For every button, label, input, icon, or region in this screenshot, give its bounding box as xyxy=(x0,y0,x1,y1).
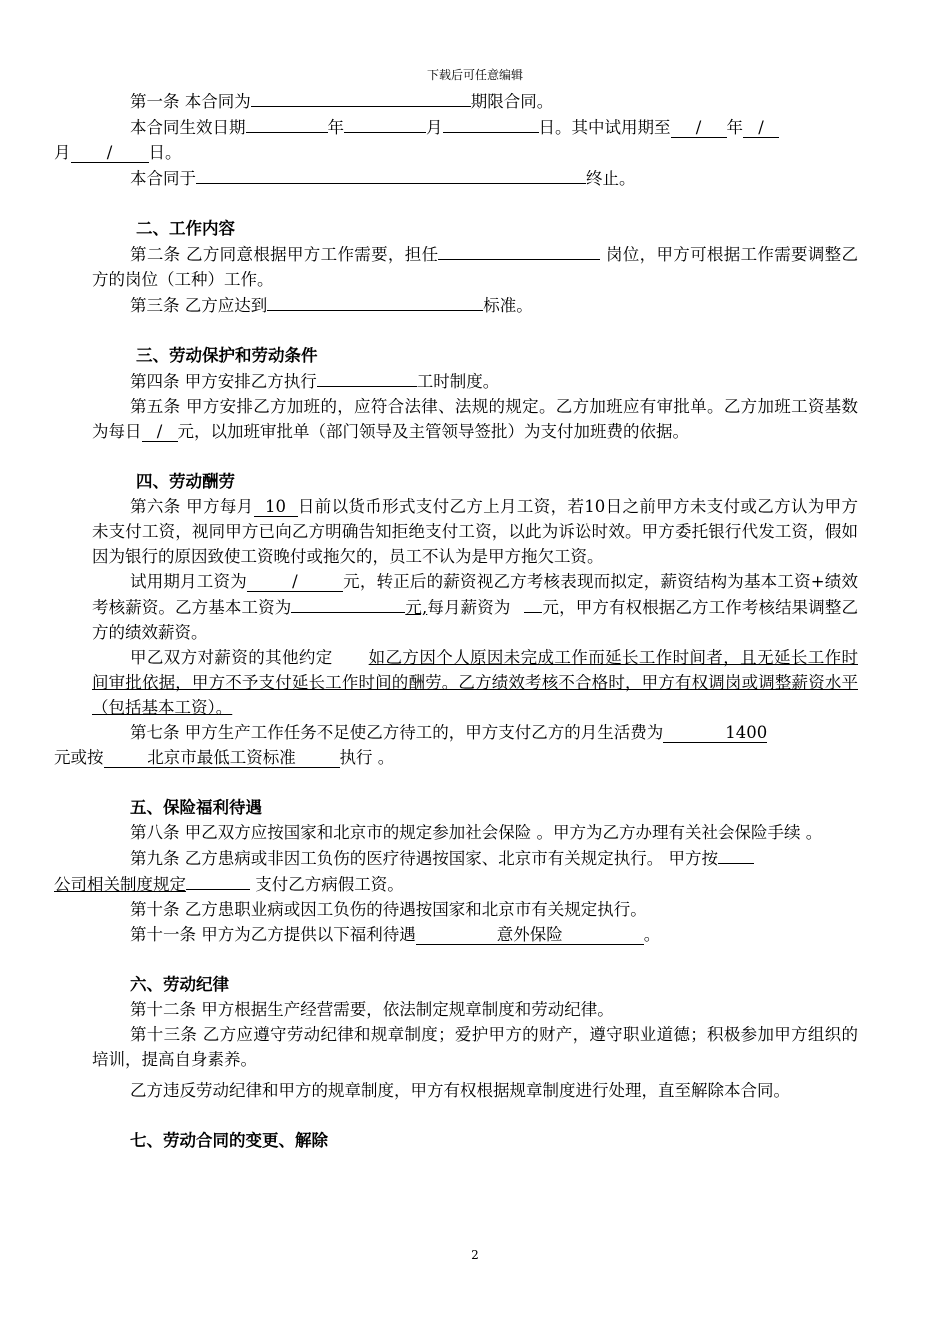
article-10: 第十条 乙方患职业病或因工负伤的待遇按国家和北京市有关规定执行。 xyxy=(130,900,647,919)
living-allowance-blank: 1400 xyxy=(663,724,767,743)
document-body xyxy=(54,88,859,1153)
page-header: 下载后可任意编辑 xyxy=(426,68,523,82)
section-2-heading: 二、工作内容 xyxy=(136,219,235,238)
sick-pay-rule: 公司相关制度规定 xyxy=(54,875,186,894)
section-5-heading: 五、保险福利待遇 xyxy=(130,798,262,817)
minimum-wage-blank: 北京市最低工资标准 xyxy=(104,749,340,768)
effective-date-label: 本合同生效日期 xyxy=(130,118,246,137)
other-terms-content: 如乙方因个人原因未完成工作而延长工作时间者，且无延长工作时间审批依据，甲方不予支付延长工作时间的酬劳。乙方绩效考核不合格时，甲方有权调岗或调整薪资水平（包括基本工资）。 xyxy=(92,648,859,717)
section-4-heading: 四、劳动酬劳 xyxy=(136,472,235,491)
section-6-heading: 六、劳动纪律 xyxy=(130,975,229,994)
sick-pay-blank-start xyxy=(718,845,754,864)
article-6-text: 第六条 甲方每月 xyxy=(130,497,254,516)
article-2-suffix: 岗位，甲方可根据工作需要调整乙方的岗位（工种）工作。 xyxy=(92,245,859,289)
probation-label: 日。其中试用期至 xyxy=(538,118,671,137)
article-4 xyxy=(92,368,858,394)
termination-line xyxy=(92,165,858,191)
violation-clause: 乙方违反劳动纪律和甲方的规章制度，甲方有权根据规章制度进行处理，直至解除本合同。 xyxy=(130,1081,790,1100)
article-5-suffix: 元，以加班审批单（部门领导及主管领导签批）为支付加班费的依据。 xyxy=(177,422,689,441)
article-13: 第十三条 乙方应遵守劳动纪律和规章制度；爱护甲方的财产，遵守职业道德；积极参加甲方组织的培训，提高自身素养。 xyxy=(92,1025,858,1069)
pay-day-blank: 10 xyxy=(254,498,298,517)
article-3-suffix: 标准。 xyxy=(483,296,533,315)
article-7-or: 元或按 xyxy=(54,748,104,767)
probation-month-blank: / xyxy=(743,119,779,138)
overtime-base-blank: / xyxy=(142,423,178,442)
working-hours-blank xyxy=(317,368,417,387)
article-11-suffix: 。 xyxy=(643,925,661,944)
article-3 xyxy=(92,292,858,318)
other-terms-label: 甲乙双方对薪资的其他约定 xyxy=(130,648,333,667)
monthly-salary-label: 每月薪资为 xyxy=(427,598,511,617)
section-3-heading: 三、劳动保护和劳动条件 xyxy=(136,346,318,365)
article-1-text: 第一条 本合同为 xyxy=(130,92,251,111)
article-9-text: 第九条 乙方患病或非因工负伤的医疗待遇按国家、北京市有关规定执行。 甲方按 xyxy=(130,849,718,868)
termination-label: 本合同于 xyxy=(130,169,196,188)
effective-date-line xyxy=(54,114,858,165)
other-salary-terms xyxy=(92,645,858,720)
article-7-suffix: 执行 。 xyxy=(339,748,395,767)
probation-year-label: 年 xyxy=(726,118,743,137)
article-8: 第八条 甲乙双方应按国家和北京市的规定参加社会保险 。甲方为乙方办理有关社会保险手续 。 xyxy=(130,823,823,842)
month-blank xyxy=(344,114,426,133)
monthly-salary-blank xyxy=(524,594,542,613)
article-4-text: 第四条 甲方安排乙方执行 xyxy=(130,372,317,391)
month-label: 月 xyxy=(426,118,443,137)
probation-day-label: 日。 xyxy=(148,143,182,162)
probation-day-blank: / xyxy=(71,144,149,163)
probation-salary-blank: / xyxy=(247,573,343,592)
termination-suffix: 终止。 xyxy=(586,169,636,188)
article-12: 第十二条 甲方根据生产经营需要，依法制定规章制度和劳动纪律。 xyxy=(130,1000,614,1019)
probation-year-blank: / xyxy=(671,119,727,138)
article-11-text: 第十一条 甲方为乙方提供以下福利待遇 xyxy=(130,925,416,944)
article-1-suffix: 期限合同。 xyxy=(470,92,554,111)
article-11 xyxy=(92,922,858,947)
base-salary-unit: 元, xyxy=(405,598,428,617)
article-9-suffix: 支付乙方病假工资。 xyxy=(250,875,404,894)
article-5-text: 第五条 甲方安排乙方加班的，应符合法律、法规的规定。乙方加班应有审批单。乙方加班工资基数为每日 xyxy=(92,397,858,441)
year-blank xyxy=(246,114,328,133)
probation-salary-text: 试用期月工资为 xyxy=(130,572,247,591)
article-6 xyxy=(92,494,858,569)
section-7-heading: 七、劳动合同的变更、解除 xyxy=(130,1131,328,1150)
standard-blank xyxy=(267,292,483,311)
article-2 xyxy=(92,241,858,292)
article-7-text: 第七条 甲方生产工作任务不足使乙方待工的，甲方支付乙方的月生活费为 xyxy=(130,723,664,742)
article-4-suffix: 工时制度。 xyxy=(416,372,500,391)
article-2-text: 第二条 乙方同意根据甲方工作需要，担任 xyxy=(130,245,439,264)
probation-salary-suffix: 元，甲方有权根据乙方工作考核结果调整乙方的绩效薪资。 xyxy=(92,598,859,642)
article-7 xyxy=(54,720,858,770)
article-6-suffix: 日前以货币形式支付乙方上月工资，若10日之前甲方未支付或乙方认为甲方未支付工资，视同甲方已向乙方明确告知拒绝支付工资，以此为诉讼时效。甲方委托银行代发工资，假如因为银行的原因致使工资晚付或拖欠的，员工不认为是甲方拖欠工资。 xyxy=(92,497,858,566)
year-label: 年 xyxy=(327,118,344,137)
position-blank xyxy=(438,241,600,260)
article-1 xyxy=(92,88,858,114)
contract-term-blank xyxy=(251,88,471,107)
sick-pay-blank-end xyxy=(186,871,250,890)
article-3-text: 第三条 乙方应达到 xyxy=(130,296,268,315)
termination-blank xyxy=(196,165,586,184)
probation-month-label: 月 xyxy=(54,143,71,162)
base-salary-blank xyxy=(291,594,405,613)
welfare-blank: 意外保险 xyxy=(416,926,644,945)
day-blank xyxy=(443,114,539,133)
page-number: 2 xyxy=(471,1248,479,1262)
probation-salary-body: 元，转正后的薪资视乙方考核表现而拟定，薪资结构为基本工资+绩效考核薪资。乙方基本工资为 xyxy=(92,572,859,617)
probation-salary xyxy=(92,569,858,645)
article-9 xyxy=(54,845,858,897)
article-5 xyxy=(92,394,858,444)
